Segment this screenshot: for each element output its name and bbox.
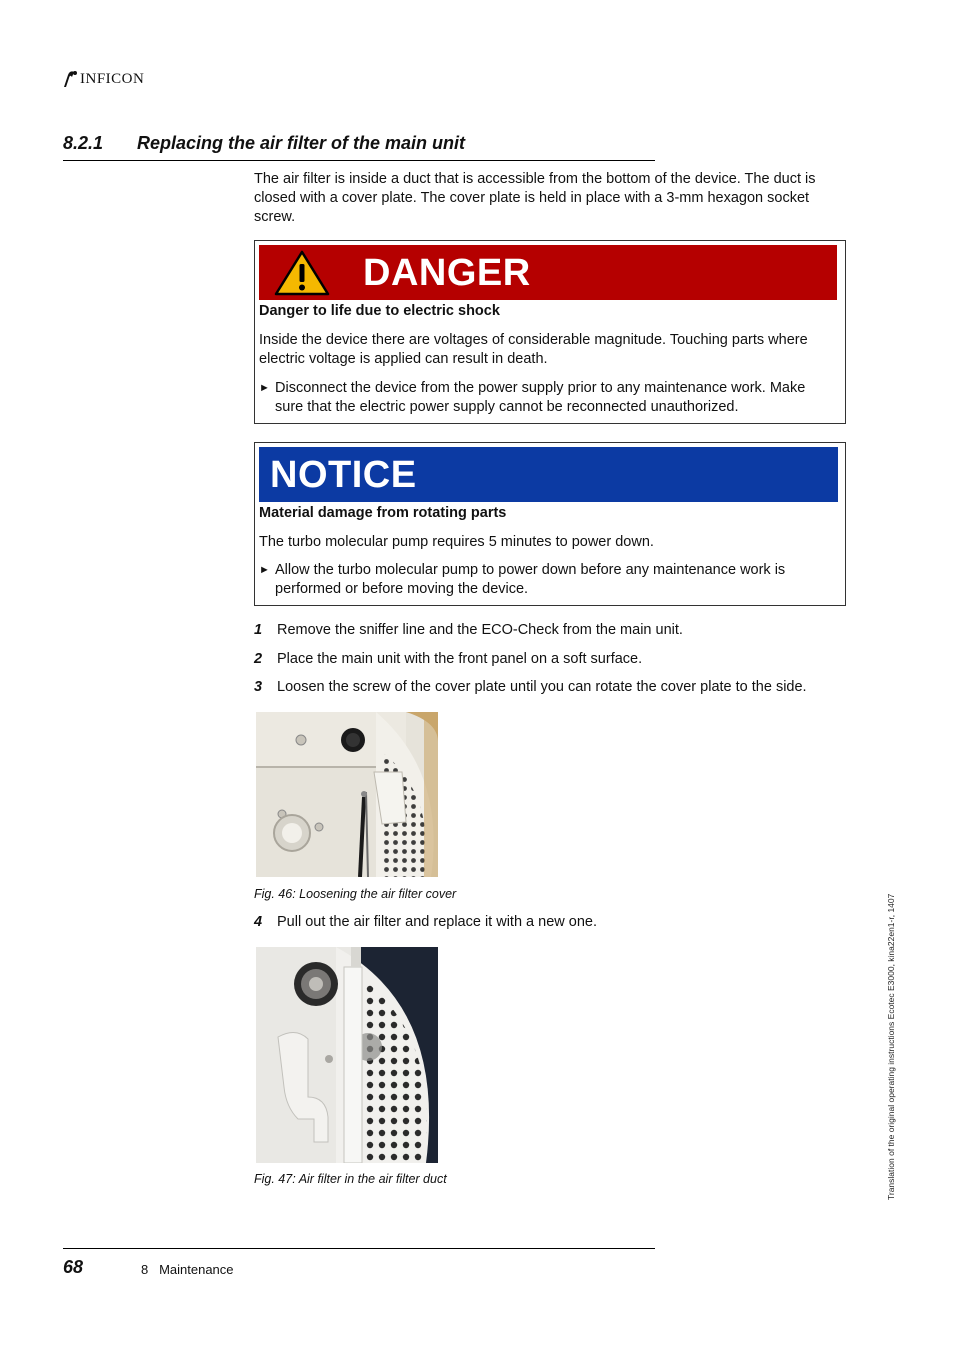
figure-46-caption: Fig. 46: Loosening the air filter cover [254, 887, 457, 901]
figure-47-illustration [256, 947, 438, 1163]
bullet-triangle-icon: ► [259, 382, 270, 394]
step-item [254, 650, 844, 669]
figure-46-photo [256, 712, 438, 877]
danger-action [259, 379, 837, 417]
danger-banner [259, 245, 837, 300]
inficon-logo [62, 70, 144, 88]
danger-signal-word: DANGER [363, 252, 531, 294]
warning-triangle-icon [273, 249, 331, 297]
step-number: 4 [254, 914, 263, 930]
step-text: Loosen the screw of the cover plate until you can rotate the cover plate to the side. [277, 679, 807, 695]
section-title: Replacing the air filter of the main unit [137, 133, 466, 153]
figure-47-photo [256, 947, 438, 1163]
step-text: Remove the sniffer line and the ECO-Check from the main unit. [277, 622, 683, 638]
step-item [254, 678, 844, 697]
figure-47-caption: Fig. 47: Air filter in the air filter duct [254, 1172, 447, 1186]
step-item [254, 913, 844, 932]
step-number: 1 [254, 622, 263, 638]
page-number: 68 [63, 1257, 84, 1277]
danger-text: Inside the device there are voltages of considerable magnitude. Touching parts where electric voltage is applied can result in death. [259, 332, 808, 367]
danger-action-text: Disconnect the device from the power supply prior to any maintenance work. Make sure that the electric power supply cannot be reconnected unauthorized. [275, 380, 806, 415]
danger-title: Danger to life due to electric shock [259, 303, 500, 319]
notice-box [254, 442, 846, 606]
logo-text: INFICON [80, 70, 145, 87]
notice-title: Material damage from rotating parts [259, 505, 507, 521]
section-number: 8.2.1 [63, 133, 104, 153]
inficon-logo-mark-icon [62, 70, 78, 88]
danger-box [254, 240, 846, 424]
step-text: Place the main unit with the front panel on a soft surface. [277, 651, 643, 667]
intro-paragraph: The air filter is inside a duct that is accessible from the bottom of the device. The duct is closed with a cover plate. The cover plate is held in place with a 3-mm hexagon socket screw. [254, 171, 816, 225]
figure-46-illustration [256, 712, 438, 877]
side-note: Translation of the original operating instructions Ecotec E3000, kina22en1-r, 1407 [886, 893, 896, 1200]
notice-action [259, 561, 837, 599]
footer-chapter: 8 Maintenance [141, 1262, 234, 1277]
notice-signal-word: NOTICE [270, 454, 417, 496]
notice-text: The turbo molecular pump requires 5 minutes to power down. [259, 534, 654, 550]
step-item [254, 621, 844, 640]
step-number: 3 [254, 679, 263, 695]
footer-rule [63, 1248, 655, 1249]
step-number: 2 [254, 651, 263, 667]
section-heading [63, 131, 655, 161]
step-text: Pull out the air filter and replace it with a new one. [277, 914, 597, 930]
notice-banner [259, 447, 838, 502]
bullet-triangle-icon: ► [259, 564, 270, 576]
notice-action-text: Allow the turbo molecular pump to power down before any maintenance work is performed or before moving the device. [275, 562, 786, 597]
